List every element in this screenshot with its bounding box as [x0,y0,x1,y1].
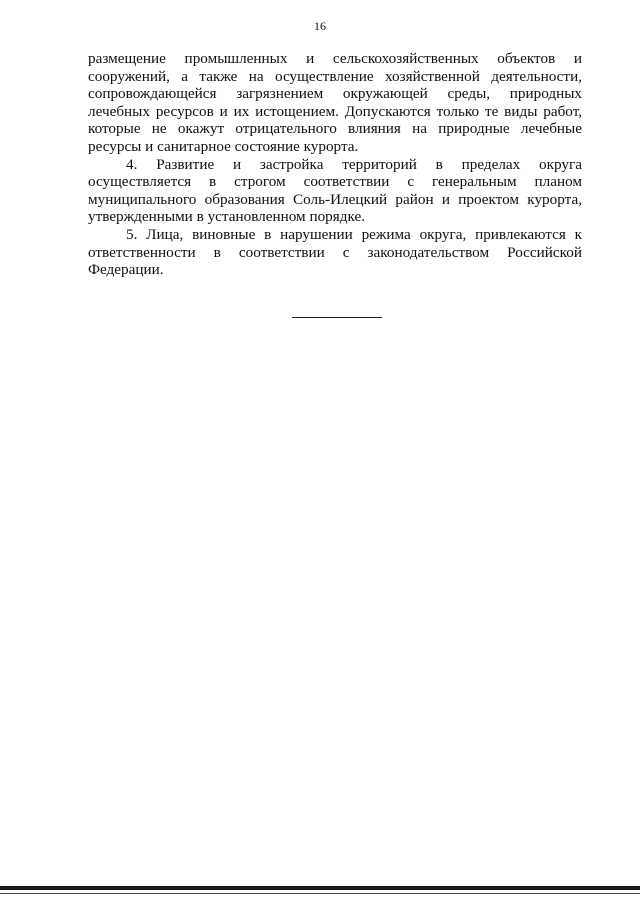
bottom-border-line [0,886,640,890]
bottom-border-line-thin [0,893,640,894]
paragraph-continuation: размещение промышленных и сельскохозяйственных объектов и сооружений, а также на осуществление хозяйственной деятельности, сопровождающейся загрязнением окружающей среды, природных лечебных ресурсов и их истощением. Допускаются только те виды работ, которые не окажут отрицательного влияния на природные лечебные ресурсы и санитарное состояние курорта. [88,50,582,155]
paragraph-item-4: 4. Развитие и застройка территорий в пределах округа осуществляется в строгом соответствии с генеральным планом муниципального образования Соль-Илецкий район и проектом курорта, утвержденными в установленном порядке. [88,155,582,226]
page-number: 16 [314,19,326,33]
paragraph-item-5: 5. Лица, виновные в нарушении режима округа, привлекаются к ответственности в соответствии с законодательством Российской Федерации. [88,225,582,279]
end-separator-line [292,317,382,318]
document-body [88,50,582,279]
